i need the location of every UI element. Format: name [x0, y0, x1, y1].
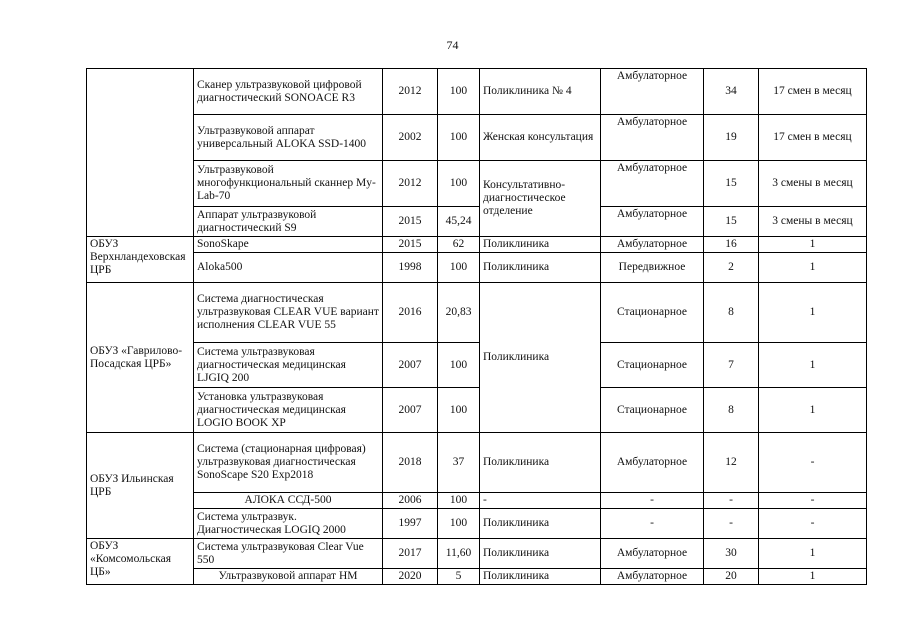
mode-cell: Стационарное: [601, 283, 704, 343]
place-cell: -: [480, 493, 601, 509]
device-name: Ультразвуковой многофункциональный сканнер My-Lab-70: [194, 161, 383, 207]
load-cell: 1: [759, 283, 867, 343]
mode-cell: Амбулаторное: [601, 161, 704, 207]
wear-cell: 45,24: [438, 207, 480, 237]
wear-cell: 100: [438, 343, 480, 388]
device-name: Система ультразвуковая Clear Vue 550: [194, 539, 383, 569]
count-cell: 8: [704, 283, 759, 343]
year-cell: 2007: [383, 388, 438, 433]
device-name: Установка ультразвуковая диагностическая медицинская LOGIO BOOK XP: [194, 388, 383, 433]
year-cell: 2002: [383, 115, 438, 161]
year-cell: 2017: [383, 539, 438, 569]
year-cell: 2020: [383, 569, 438, 585]
device-name: Система ультразвуковая диагностическая медицинская LJGIQ 200: [194, 343, 383, 388]
load-cell: 17 смен в месяц: [759, 115, 867, 161]
place-cell: Консультативно-диагностическое отделение: [480, 161, 601, 237]
year-cell: 2007: [383, 343, 438, 388]
device-name: Сканер ультразвуковой цифровой диагностический SONOACE R3: [194, 69, 383, 115]
place-cell: Поликлиника: [480, 509, 601, 539]
place-cell: Женская консультация: [480, 115, 601, 161]
load-cell: 3 смены в месяц: [759, 161, 867, 207]
equipment-table: [86, 68, 867, 585]
device-name: SonoSkape: [194, 237, 383, 253]
wear-cell: 5: [438, 569, 480, 585]
place-cell: Поликлиника № 4: [480, 69, 601, 115]
place-cell: Поликлиника: [480, 283, 601, 433]
count-cell: 8: [704, 388, 759, 433]
table-row: [87, 283, 867, 343]
wear-cell: 100: [438, 115, 480, 161]
count-cell: -: [704, 509, 759, 539]
wear-cell: 100: [438, 388, 480, 433]
count-cell: 19: [704, 115, 759, 161]
count-cell: 20: [704, 569, 759, 585]
count-cell: 34: [704, 69, 759, 115]
wear-cell: 100: [438, 161, 480, 207]
mode-cell: Амбулаторное: [601, 207, 704, 237]
load-cell: -: [759, 493, 867, 509]
wear-cell: 100: [438, 69, 480, 115]
wear-cell: 37: [438, 433, 480, 493]
table-row: [87, 493, 867, 509]
device-name: Аппарат ультразвуковой диагностический S9: [194, 207, 383, 237]
mode-cell: Амбулаторное: [601, 69, 704, 115]
wear-cell: 100: [438, 493, 480, 509]
device-name: Aloka500: [194, 253, 383, 283]
year-cell: 2015: [383, 237, 438, 253]
load-cell: -: [759, 509, 867, 539]
org-cell: ОБУЗ «Гаврилово-Посадская ЦРБ»: [87, 283, 194, 433]
mode-cell: Амбулаторное: [601, 569, 704, 585]
count-cell: 12: [704, 433, 759, 493]
table-row: [87, 253, 867, 283]
wear-cell: 100: [438, 509, 480, 539]
load-cell: 1: [759, 539, 867, 569]
table-row: [87, 69, 867, 115]
count-cell: 30: [704, 539, 759, 569]
mode-cell: Амбулаторное: [601, 539, 704, 569]
page-number: 74: [446, 38, 459, 52]
place-cell: Поликлиника: [480, 433, 601, 493]
count-cell: 2: [704, 253, 759, 283]
mode-cell: Стационарное: [601, 388, 704, 433]
table-row: [87, 343, 867, 388]
table-row: [87, 115, 867, 161]
load-cell: 1: [759, 237, 867, 253]
load-cell: 1: [759, 569, 867, 585]
org-cell: ОБУЗ Ильинская ЦРБ: [87, 433, 194, 539]
table-row: [87, 388, 867, 433]
count-cell: 15: [704, 161, 759, 207]
mode-cell: Стационарное: [601, 343, 704, 388]
table-row: [87, 161, 867, 207]
device-name: Ультразвуковой аппарат НМ: [194, 569, 383, 585]
mode-cell: -: [601, 493, 704, 509]
mode-cell: Амбулаторное: [601, 237, 704, 253]
table-row: [87, 207, 867, 237]
year-cell: 2016: [383, 283, 438, 343]
mode-cell: Амбулаторное: [601, 115, 704, 161]
year-cell: 2015: [383, 207, 438, 237]
year-cell: 1997: [383, 509, 438, 539]
load-cell: -: [759, 433, 867, 493]
device-name: АЛОКА ССД-500: [194, 493, 383, 509]
device-name: Система диагностическая ультразвуковая CLEAR VUE вариант исполнения CLEAR VUE 55: [194, 283, 383, 343]
load-cell: 1: [759, 253, 867, 283]
count-cell: -: [704, 493, 759, 509]
table-row: [87, 237, 867, 253]
mode-cell: Передвижное: [601, 253, 704, 283]
table-row: [87, 539, 867, 569]
count-cell: 7: [704, 343, 759, 388]
load-cell: 1: [759, 388, 867, 433]
year-cell: 2012: [383, 161, 438, 207]
place-cell: Поликлиника: [480, 237, 601, 253]
count-cell: 16: [704, 237, 759, 253]
place-cell: Поликлиника: [480, 569, 601, 585]
wear-cell: 11,60: [438, 539, 480, 569]
table-row: [87, 569, 867, 585]
count-cell: 15: [704, 207, 759, 237]
place-cell: Поликлиника: [480, 253, 601, 283]
wear-cell: 100: [438, 253, 480, 283]
load-cell: 1: [759, 343, 867, 388]
mode-cell: Амбулаторное: [601, 433, 704, 493]
table-row: [87, 509, 867, 539]
year-cell: 2018: [383, 433, 438, 493]
year-cell: 2012: [383, 69, 438, 115]
org-cell: ОБУЗ Верхнландеховская ЦРБ: [87, 237, 194, 283]
place-cell: Поликлиника: [480, 539, 601, 569]
load-cell: 17 смен в месяц: [759, 69, 867, 115]
device-name: Система ультразвук. Диагностическая LOGIQ 2000: [194, 509, 383, 539]
year-cell: 2006: [383, 493, 438, 509]
mode-cell: -: [601, 509, 704, 539]
device-name: Ультразвуковой аппарат универсальный ALOKA SSD-1400: [194, 115, 383, 161]
org-cell: ОБУЗ «Комсомольская ЦБ»: [87, 539, 194, 585]
org-cell: [87, 69, 194, 237]
wear-cell: 62: [438, 237, 480, 253]
year-cell: 1998: [383, 253, 438, 283]
load-cell: 3 смены в месяц: [759, 207, 867, 237]
table-row: [87, 433, 867, 493]
wear-cell: 20,83: [438, 283, 480, 343]
device-name: Система (стационарная цифровая) ультразвуковая диагностическая SonoScape S20 Exp2018: [194, 433, 383, 493]
